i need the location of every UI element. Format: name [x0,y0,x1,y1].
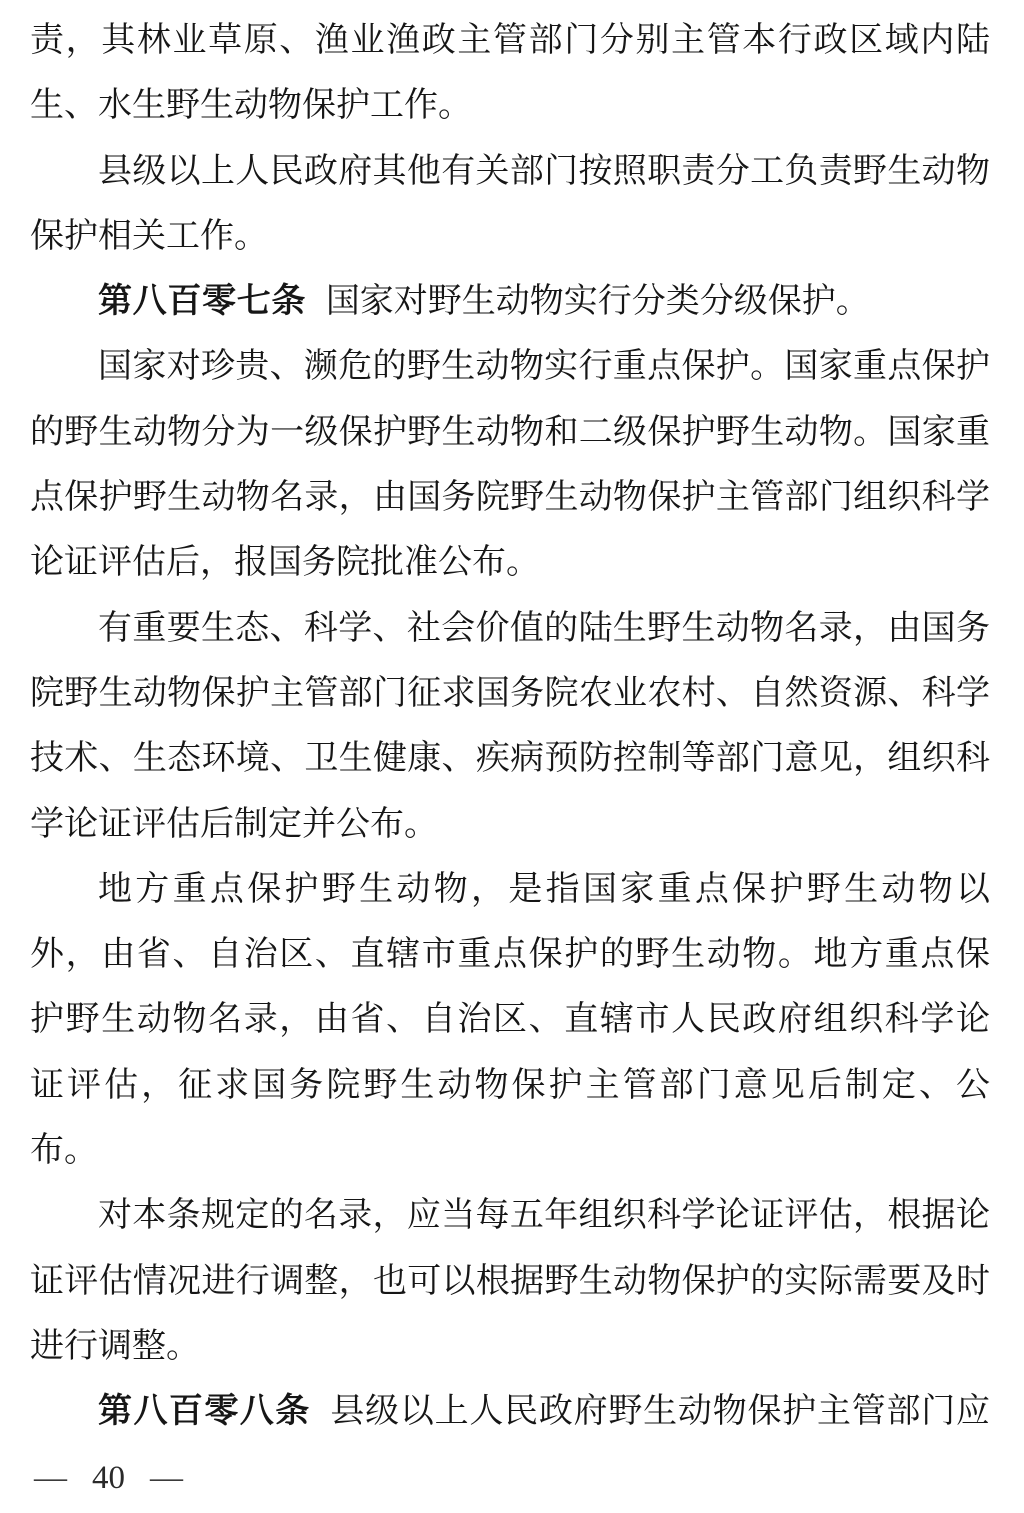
text-line: 责，其林业草原、渔业渔政主管部门分别主管本行政区域内陆 [30,22,990,59]
article-text: 县级以上人民政府野生动物保护主管部门应 [330,1393,990,1431]
text-line: 院野生动物保护主管部门征求国务院农业农村、自然资源、科学 [30,674,990,712]
para-national-key-protection [30,334,990,595]
text-line: 进行调整。 [30,1327,200,1365]
para-five-year-review [30,1183,990,1379]
text-line [30,1379,990,1444]
text-line: 证评估，征求国务院野生动物保护主管部门意见后制定、公 [30,1066,990,1104]
page-footer [34,1460,183,1497]
text-line: 的野生动物分为一级保护野生动物和二级保护野生动物。国家重 [30,413,990,451]
document-body [30,8,990,1445]
footer-dash-right: — [150,1460,183,1496]
text-line: 学论证评估后制定并公布。 [30,805,438,843]
para-local-key-protection [30,857,990,1183]
para-article-807 [30,269,990,334]
article-text: 国家对野生动物实行分类分级保护。 [325,283,870,321]
text-line: 护野生动物名录，由省、自治区、直辖市人民政府组织科学论 [30,1001,990,1039]
text-line: 县级以上人民政府其他有关部门按照职责分工负责野生动物 [98,152,990,190]
text-line: 外，由省、自治区、直辖市重点保护的野生动物。地方重点保 [30,936,990,974]
text-line: 地方重点保护野生动物，是指国家重点保护野生动物以 [98,870,990,908]
para-other-departments [30,139,990,270]
text-line: 布。 [30,1132,98,1170]
text-line: 技术、生态环境、卫生健康、疾病预防控制等部门意见，组织科 [30,740,990,778]
article-number: 第八百零八条 [98,1392,311,1431]
para-continuation-fishery [30,8,990,139]
text-line: 有重要生态、科学、社会价值的陆生野生动物名录，由国务 [98,609,990,647]
footer-dash-left: — [34,1460,67,1496]
text-line: 论证评估后，报国务院批准公布。 [30,544,540,582]
article-number: 第八百零七条 [98,282,307,321]
text-line: 对本条规定的名录，应当每五年组织科学论证评估，根据论 [98,1197,990,1235]
text-line: 国家对珍贵、濒危的野生动物实行重点保护。国家重点保护 [98,348,990,386]
text-line: 点保护野生动物名录，由国务院野生动物保护主管部门组织科学 [30,479,990,517]
text-line: 生、水生野生动物保护工作。 [30,87,472,125]
text-line: 证评估情况进行调整，也可以根据野生动物保护的实际需要及时 [30,1262,990,1300]
page-number: 40 [92,1460,125,1496]
text-line [30,269,990,334]
para-article-808 [30,1379,990,1444]
text-line: 保护相关工作。 [30,217,268,255]
para-terrestrial-list [30,596,990,857]
